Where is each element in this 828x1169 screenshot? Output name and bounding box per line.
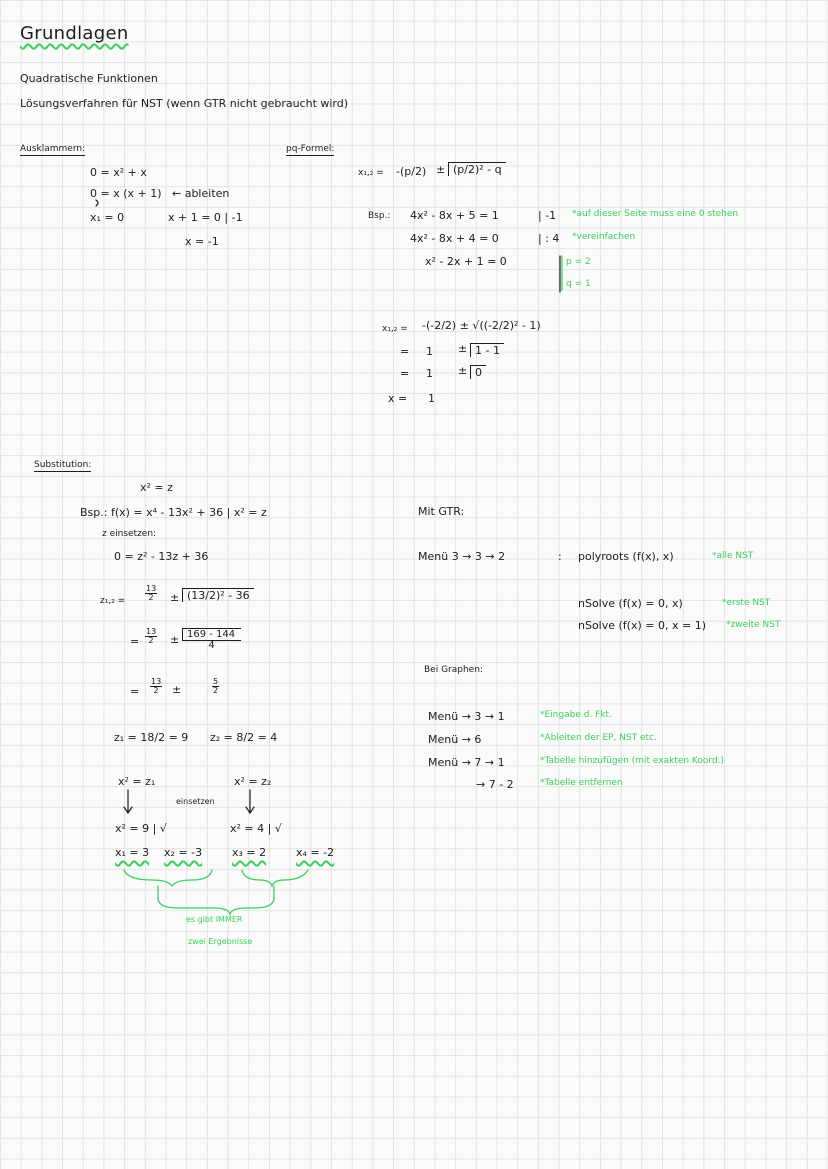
substitution-rule: x² = z bbox=[140, 481, 173, 494]
z12-fraction-5 bbox=[212, 678, 219, 695]
z12-frac-den: 2 bbox=[148, 593, 154, 602]
back-substitution-2: x² = z₂ bbox=[234, 775, 272, 788]
z12-frac-b-num: 13 bbox=[146, 627, 157, 636]
z12-root-2 bbox=[182, 628, 241, 651]
graphen-step-3: Menü → 7 → 1 bbox=[428, 756, 505, 769]
substitution-note-2: zwei Ergebnisse bbox=[188, 937, 253, 946]
ausklammern-x1: x₁ = 0 bbox=[90, 211, 125, 224]
pq-p-value: p = 2 bbox=[566, 257, 591, 267]
pq-formula-root: (p/2)² - q bbox=[448, 162, 506, 176]
x-squared-4: x² = 4 | √ bbox=[230, 822, 282, 835]
ausklammern-heading: Ausklammern: bbox=[20, 144, 86, 154]
graphen-step-4-note: *Tabelle entfernen bbox=[540, 778, 623, 788]
gtr-separator: : bbox=[558, 550, 562, 563]
z12-line-2-eq: = bbox=[130, 635, 140, 648]
z12-frac-5-den: 2 bbox=[213, 686, 219, 695]
pq-sol-line-2-pm: ± bbox=[458, 342, 468, 355]
pq-sol-lhs: x₁,₂ = bbox=[382, 324, 408, 334]
pq-eq-1-op: | -1 bbox=[538, 209, 557, 222]
x-squared-9: x² = 9 | √ bbox=[115, 822, 167, 835]
page-title: Grundlagen bbox=[20, 23, 129, 44]
pq-sol-line-1: -(-2/2) ± √((-2/2)² - 1) bbox=[422, 319, 541, 332]
z12-frac-b-den: 2 bbox=[148, 636, 154, 645]
pq-bsp-label: Bsp.: bbox=[368, 211, 391, 221]
z12-fraction-b bbox=[145, 628, 157, 645]
z12-fraction-a bbox=[145, 585, 157, 602]
x1-result: x₁ = 3 bbox=[115, 846, 150, 859]
z12-pm: ± bbox=[170, 591, 180, 604]
z12-fraction-c bbox=[150, 678, 162, 695]
ausklammern-arrow-note: ← ableiten bbox=[172, 187, 230, 200]
z12-root-2-num: 169 - 144 bbox=[182, 628, 241, 641]
pq-sol-line-2-eq: = bbox=[400, 345, 410, 358]
x3-result: x₃ = 2 bbox=[232, 846, 267, 859]
pq-q-value: q = 1 bbox=[566, 279, 591, 289]
z12-lhs: z₁,₂ = bbox=[100, 596, 126, 606]
pq-sol-line-2-root: 1 - 1 bbox=[470, 343, 504, 357]
z1-result: z₁ = 18/2 = 9 bbox=[114, 731, 189, 744]
z2-result: z₂ = 8/2 = 4 bbox=[210, 731, 278, 744]
z12-frac-c-den: 2 bbox=[153, 686, 159, 695]
z12-line-3-pm: ± bbox=[172, 683, 182, 696]
pq-formula-a: -(p/2) bbox=[396, 165, 427, 178]
ausklammern-line-2: 0 = x (x + 1) bbox=[90, 187, 162, 200]
z12-line-2-pm: ± bbox=[170, 633, 180, 646]
substitution-note-1: es gibt IMMER bbox=[186, 915, 243, 924]
graphen-heading: Bei Graphen: bbox=[424, 665, 483, 675]
einsetzen-label: einsetzen bbox=[176, 797, 215, 806]
pq-eq-3: x² - 2x + 1 = 0 bbox=[425, 255, 507, 268]
pq-sol-line-3: 1 bbox=[426, 367, 433, 380]
subtitle: Lösungsverfahren für NST (wenn GTR nicht gebraucht wird) bbox=[20, 97, 349, 110]
pq-eq-2-op: | : 4 bbox=[538, 232, 560, 245]
ausklammern-line-4: x = -1 bbox=[185, 235, 219, 248]
graphen-step-1-note: *Eingabe d. Fkt. bbox=[540, 710, 612, 720]
pq-heading: pq-Formel: bbox=[286, 144, 335, 154]
substitution-heading: Substitution: bbox=[34, 460, 92, 470]
graphen-step-2-note: *Ableiten der EP, NST etc. bbox=[540, 733, 657, 743]
gtr-menu-1: Menü 3 → 3 → 2 bbox=[418, 550, 506, 563]
pq-eq-1: 4x² - 8x + 5 = 1 bbox=[410, 209, 499, 222]
z12-line-3-eq: = bbox=[130, 685, 140, 698]
ausklammern-line-3: x + 1 = 0 | -1 bbox=[168, 211, 243, 224]
gtr-nsolve-1-note: *erste NST bbox=[722, 598, 771, 608]
x4-result: x₄ = -2 bbox=[296, 846, 335, 859]
z12-root-1: (13/2)² - 36 bbox=[182, 588, 254, 602]
graphen-step-2: Menü → 6 bbox=[428, 733, 482, 746]
gtr-nsolve-2-note: *zweite NST bbox=[726, 620, 781, 630]
gtr-nsolve-2: nSolve (f(x) = 0, x = 1) bbox=[578, 619, 706, 632]
gtr-nsolve-1: nSolve (f(x) = 0, x) bbox=[578, 597, 683, 610]
substitution-example: Bsp.: f(x) = x⁴ - 13x² + 36 | x² = z bbox=[80, 506, 267, 519]
substitution-equation: 0 = z² - 13z + 36 bbox=[114, 550, 209, 563]
z12-frac-c-num: 13 bbox=[151, 677, 162, 686]
pq-final-value: 1 bbox=[428, 392, 435, 405]
gtr-polyroots-note: *alle NST bbox=[712, 551, 754, 561]
x2-result: x₂ = -3 bbox=[164, 846, 203, 859]
back-substitution-1: x² = z₁ bbox=[118, 775, 156, 788]
pq-sol-line-2: 1 bbox=[426, 345, 433, 358]
graphen-step-3-note: *Tabelle hinzufügen (mit exakten Koord.) bbox=[540, 756, 725, 766]
pq-eq-2: 4x² - 8x + 4 = 0 bbox=[410, 232, 499, 245]
topic-heading: Quadratische Funktionen bbox=[20, 72, 158, 85]
gtr-polyroots: polyroots (f(x), x) bbox=[578, 550, 674, 563]
z12-root-2-den: 4 bbox=[208, 640, 215, 651]
pq-formula-pm: ± bbox=[436, 163, 446, 176]
pq-sol-line-3-root: 0 bbox=[470, 365, 486, 379]
ausklammern-line-1: 0 = x² + x bbox=[90, 166, 147, 179]
graphen-step-4: → 7 - 2 bbox=[476, 778, 514, 791]
pq-eq-1-note: *auf dieser Seite muss eine 0 stehen bbox=[572, 209, 739, 219]
z12-frac-num: 13 bbox=[146, 584, 157, 593]
pq-sol-line-3-pm: ± bbox=[458, 364, 468, 377]
gtr-heading: Mit GTR: bbox=[418, 505, 465, 518]
pq-eq-2-note: *vereinfachen bbox=[572, 232, 636, 242]
pq-final-lhs: x = bbox=[388, 392, 408, 405]
z12-frac-5-num: 5 bbox=[213, 677, 219, 686]
pq-formula-lhs: x₁,₂ = bbox=[358, 168, 384, 178]
substitution-einsetzen: z einsetzen: bbox=[102, 529, 157, 539]
graphen-step-1: Menü → 3 → 1 bbox=[428, 710, 505, 723]
pq-sol-line-3-eq: = bbox=[400, 367, 410, 380]
